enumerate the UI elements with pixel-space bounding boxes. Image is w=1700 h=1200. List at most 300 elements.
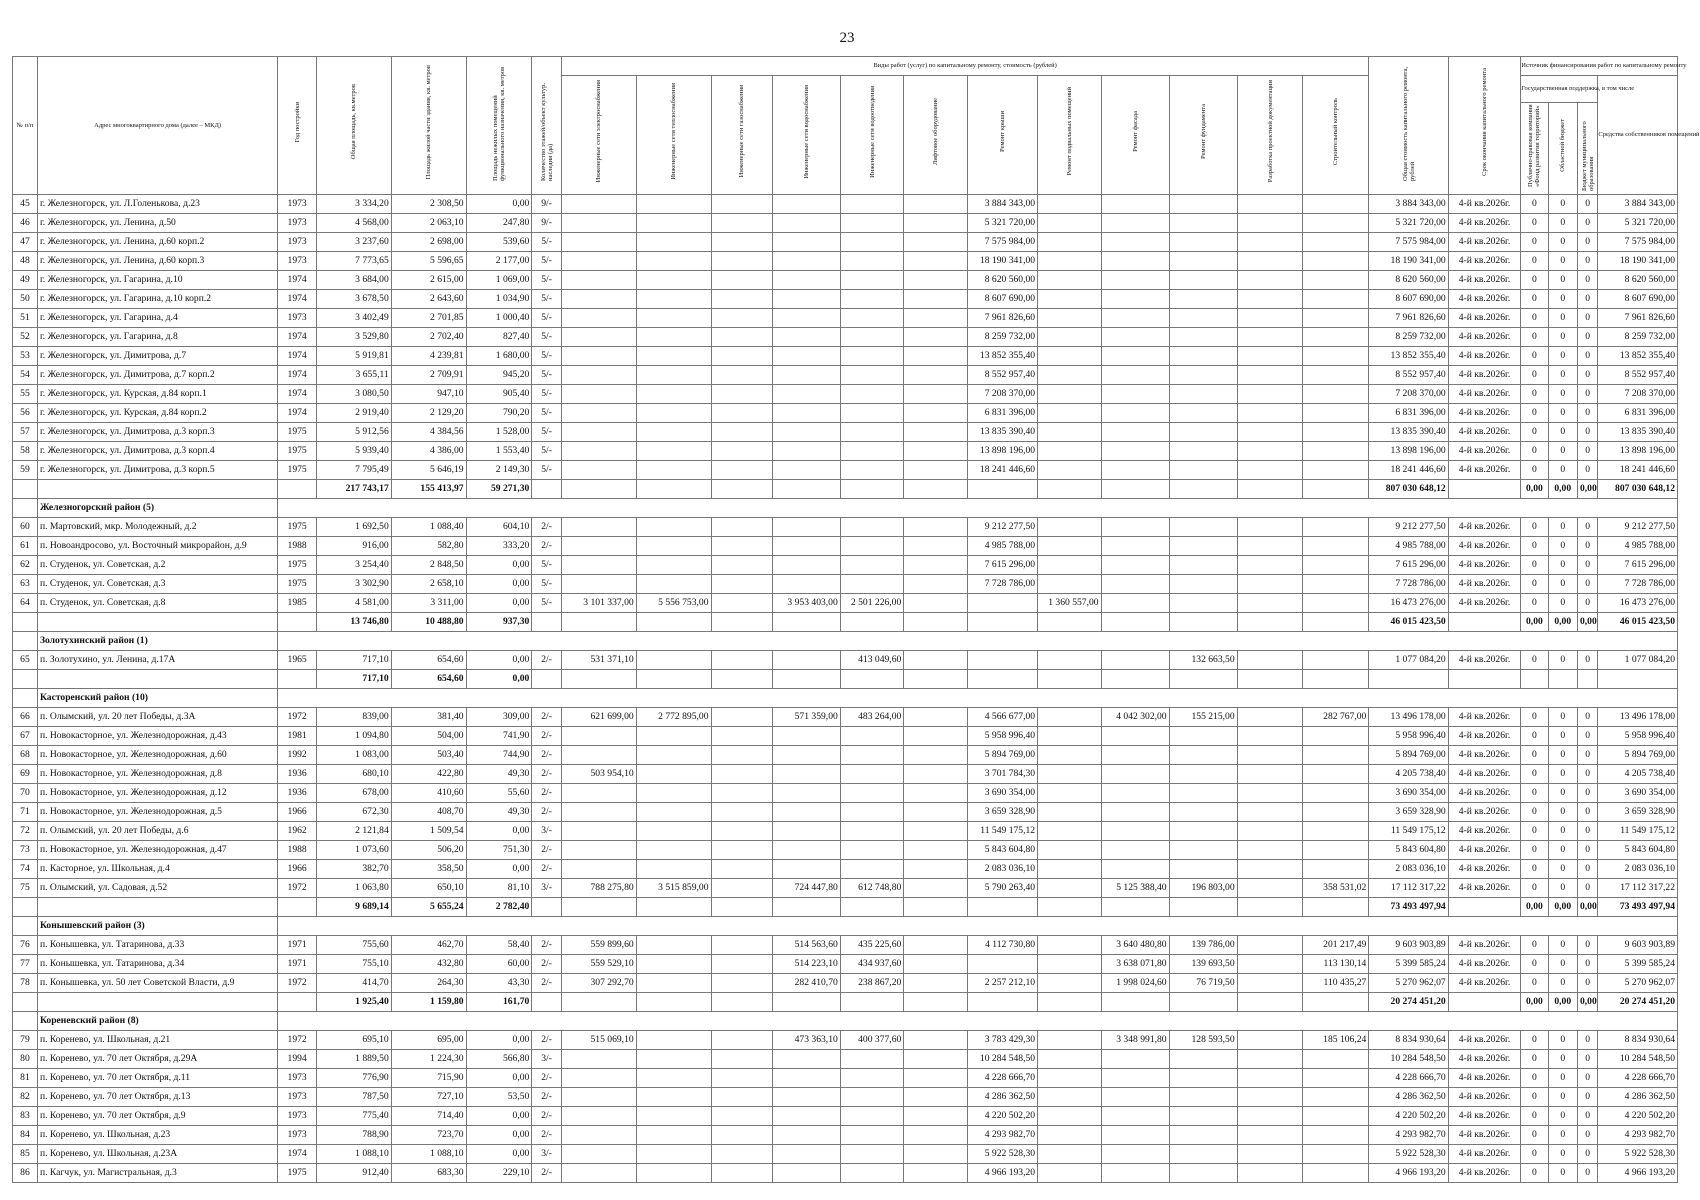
row-floors: 5/-	[532, 461, 561, 480]
row-work-5	[840, 366, 904, 385]
row-work-8	[1038, 1145, 1102, 1164]
row-term: 4-й кв.2026г.	[1448, 518, 1521, 537]
row-regional-budget: 0	[1548, 1069, 1577, 1088]
row-work-5	[840, 784, 904, 803]
row-work-10	[1169, 423, 1237, 442]
row-regional-budget: 0	[1548, 651, 1577, 670]
row-owners-funds: 13 835 390,40	[1598, 423, 1678, 442]
row-address: п. Олымский, ул. Садовая, д.52	[37, 879, 277, 898]
header-work-design: Разработка проектной документации	[1266, 80, 1274, 183]
subtotal-empty	[904, 898, 968, 917]
subtotal-empty	[1448, 993, 1521, 1012]
row-floors: 2/-	[532, 955, 561, 974]
row-work-9	[1101, 1145, 1169, 1164]
row-floors: 3/-	[532, 879, 561, 898]
row-year: 1973	[278, 233, 317, 252]
row-work-6	[904, 328, 968, 347]
row-work-6	[904, 556, 968, 575]
row-work-1	[561, 1107, 636, 1126]
row-work-2	[636, 385, 711, 404]
row-total-cost: 5 843 604,80	[1369, 841, 1448, 860]
row-nonres-area: 309,00	[466, 708, 532, 727]
row-work-1	[561, 271, 636, 290]
table-row	[13, 651, 1678, 670]
row-address: г. Железногорск, ул. Димитрова, д.3 корп.5	[37, 461, 277, 480]
row-term: 4-й кв.2026г.	[1448, 822, 1521, 841]
row-regional-budget: 0	[1548, 1126, 1577, 1145]
row-address: г. Железногорск, ул. Гагарина, д.8	[37, 328, 277, 347]
row-work-3	[711, 537, 772, 556]
row-year: 1974	[278, 347, 317, 366]
row-term: 4-й кв.2026г.	[1448, 556, 1521, 575]
row-work-8	[1038, 879, 1102, 898]
row-work-8	[1038, 1088, 1102, 1107]
row-regional-budget: 0	[1548, 404, 1577, 423]
row-floors: 3/-	[532, 1050, 561, 1069]
subtotal-empty	[904, 993, 968, 1012]
subtotal-nonres-area: 2 782,40	[466, 898, 532, 917]
row-floors: 5/-	[532, 423, 561, 442]
row-work-3	[711, 1069, 772, 1088]
row-work-12	[1303, 575, 1369, 594]
row-work-5	[840, 290, 904, 309]
row-work-10	[1169, 1050, 1237, 1069]
row-number: 75	[13, 879, 38, 898]
row-total-cost: 13 852 355,40	[1369, 347, 1448, 366]
table-row	[13, 822, 1678, 841]
subtotal-empty	[772, 993, 840, 1012]
row-address: г. Железногорск, ул. Димитрова, д.7 корп.2	[37, 366, 277, 385]
row-number: 56	[13, 404, 38, 423]
row-floors: 2/-	[532, 708, 561, 727]
row-owners-funds: 8 620 560,00	[1598, 271, 1678, 290]
row-floors: 3/-	[532, 1145, 561, 1164]
district-row	[13, 917, 1678, 936]
row-owners-funds: 13 852 355,40	[1598, 347, 1678, 366]
row-work-4: 473 363,10	[772, 1031, 840, 1050]
row-work-7: 4 112 730,80	[967, 936, 1037, 955]
row-work-7: 7 575 984,00	[967, 233, 1037, 252]
row-number: 76	[13, 936, 38, 955]
row-work-11	[1237, 1031, 1303, 1050]
row-work-5	[840, 1145, 904, 1164]
row-address: п. Новокасторное, ул. Железнодорожная, д.47	[37, 841, 277, 860]
row-work-7: 7 208 370,00	[967, 385, 1037, 404]
row-work-5	[840, 271, 904, 290]
row-work-7: 4 566 677,00	[967, 708, 1037, 727]
row-regional-budget: 0	[1548, 1031, 1577, 1050]
row-work-11	[1237, 822, 1303, 841]
row-work-7: 7 615 296,00	[967, 556, 1037, 575]
row-year: 1994	[278, 1050, 317, 1069]
row-fund-territories: 0	[1521, 1050, 1548, 1069]
row-year: 1975	[278, 518, 317, 537]
row-work-11	[1237, 860, 1303, 879]
table-row	[13, 423, 1678, 442]
row-fund-territories: 0	[1521, 252, 1548, 271]
row-regional-budget: 0	[1548, 727, 1577, 746]
row-work-5	[840, 518, 904, 537]
row-work-10	[1169, 252, 1237, 271]
row-total-area: 1 073,60	[316, 841, 391, 860]
subtotal-empty	[840, 480, 904, 499]
row-floors: 5/-	[532, 347, 561, 366]
row-nonres-area: 744,90	[466, 746, 532, 765]
table-row	[13, 974, 1678, 993]
row-work-5: 238 867,20	[840, 974, 904, 993]
header-work-heat: Инженерные сети теплоснабжения	[670, 83, 678, 180]
row-year: 1992	[278, 746, 317, 765]
row-flat-area: 2 658,10	[391, 575, 466, 594]
page-number: 23	[839, 30, 855, 46]
subtotal-fund-territories: 0,00	[1521, 480, 1548, 499]
row-year: 1973	[278, 214, 317, 233]
row-total-cost: 8 834 930,64	[1369, 1031, 1448, 1050]
row-work-7	[967, 594, 1037, 613]
row-work-11	[1237, 271, 1303, 290]
district-empty	[13, 917, 38, 936]
row-total-cost: 4 293 982,70	[1369, 1126, 1448, 1145]
row-address: п. Коренево, ул. Школьная, д.23А	[37, 1145, 277, 1164]
row-work-6	[904, 252, 968, 271]
row-flat-area: 947,10	[391, 385, 466, 404]
row-term: 4-й кв.2026г.	[1448, 765, 1521, 784]
row-regional-budget: 0	[1548, 518, 1577, 537]
row-work-5	[840, 404, 904, 423]
row-municipal-budget: 0	[1577, 1031, 1597, 1050]
row-work-6	[904, 708, 968, 727]
row-work-3	[711, 936, 772, 955]
row-municipal-budget: 0	[1577, 841, 1597, 860]
row-number: 58	[13, 442, 38, 461]
subtotal-empty	[1101, 480, 1169, 499]
row-work-6	[904, 233, 968, 252]
row-work-8	[1038, 423, 1102, 442]
row-number: 53	[13, 347, 38, 366]
row-work-2	[636, 233, 711, 252]
row-work-7	[967, 955, 1037, 974]
row-year: 1972	[278, 708, 317, 727]
row-work-3	[711, 1050, 772, 1069]
row-address: п. Мартовский, мкр. Молодежный, д.2	[37, 518, 277, 537]
row-total-area: 1 889,50	[316, 1050, 391, 1069]
subtotal-empty	[1169, 613, 1237, 632]
row-work-9: 4 042 302,00	[1101, 708, 1169, 727]
row-fund-territories: 0	[1521, 518, 1548, 537]
row-work-1	[561, 385, 636, 404]
row-work-1: 559 899,60	[561, 936, 636, 955]
row-total-cost: 17 112 317,22	[1369, 879, 1448, 898]
row-work-3	[711, 784, 772, 803]
row-work-9: 5 125 388,40	[1101, 879, 1169, 898]
subtotal-empty	[1101, 670, 1169, 689]
row-nonres-area: 49,30	[466, 765, 532, 784]
row-work-7	[967, 651, 1037, 670]
row-work-6	[904, 727, 968, 746]
row-work-6	[904, 1088, 968, 1107]
row-work-1: 788 275,80	[561, 879, 636, 898]
header-work-sewer: Инженерные сети водоотведения	[868, 85, 876, 178]
subtotal-empty	[636, 670, 711, 689]
subtotal-empty	[772, 480, 840, 499]
subtotal-empty	[1169, 480, 1237, 499]
row-owners-funds: 5 270 962,07	[1598, 974, 1678, 993]
row-total-cost: 5 399 585,24	[1369, 955, 1448, 974]
row-owners-funds: 3 690 354,00	[1598, 784, 1678, 803]
row-address: п. Новокасторное, ул. Железнодорожная, д.60	[37, 746, 277, 765]
table-row	[13, 1088, 1678, 1107]
row-work-5: 434 937,60	[840, 955, 904, 974]
row-work-11	[1237, 518, 1303, 537]
row-address: г. Железногорск, ул. Димитрова, д.7	[37, 347, 277, 366]
row-municipal-budget: 0	[1577, 518, 1597, 537]
row-municipal-budget: 0	[1577, 974, 1597, 993]
row-work-8	[1038, 765, 1102, 784]
row-fund-territories: 0	[1521, 366, 1548, 385]
row-nonres-area: 0,00	[466, 860, 532, 879]
row-work-11	[1237, 195, 1303, 214]
row-work-9	[1101, 1050, 1169, 1069]
row-total-cost: 7 961 826,60	[1369, 309, 1448, 328]
row-work-3	[711, 803, 772, 822]
row-fund-territories: 0	[1521, 1069, 1548, 1088]
row-number: 51	[13, 309, 38, 328]
row-owners-funds: 4 220 502,20	[1598, 1107, 1678, 1126]
subtotal-flat-area: 155 413,97	[391, 480, 466, 499]
row-total-cost: 5 321 720,00	[1369, 214, 1448, 233]
row-owners-funds: 3 659 328,90	[1598, 803, 1678, 822]
row-number: 78	[13, 974, 38, 993]
row-nonres-area: 566,80	[466, 1050, 532, 1069]
row-fund-territories: 0	[1521, 195, 1548, 214]
row-total-area: 1 094,80	[316, 727, 391, 746]
row-work-4	[772, 575, 840, 594]
row-regional-budget: 0	[1548, 708, 1577, 727]
row-work-2	[636, 1126, 711, 1145]
row-number: 81	[13, 1069, 38, 1088]
row-total-cost: 5 894 769,00	[1369, 746, 1448, 765]
row-address: п. Олымский, ул. 20 лет Победы, д.3А	[37, 708, 277, 727]
row-work-8	[1038, 195, 1102, 214]
row-work-6	[904, 290, 968, 309]
subtotal-empty	[532, 993, 561, 1012]
row-address: г. Железногорск, ул. Ленина, д.60 корп.2	[37, 233, 277, 252]
row-nonres-area: 247,80	[466, 214, 532, 233]
subtotal-empty	[636, 480, 711, 499]
row-year: 1971	[278, 936, 317, 955]
row-term: 4-й кв.2026г.	[1448, 784, 1521, 803]
row-work-10	[1169, 404, 1237, 423]
row-work-8	[1038, 518, 1102, 537]
row-work-10	[1169, 784, 1237, 803]
subtotal-empty	[1237, 613, 1303, 632]
row-work-10	[1169, 461, 1237, 480]
row-owners-funds: 18 190 341,00	[1598, 252, 1678, 271]
row-fund-territories: 0	[1521, 328, 1548, 347]
row-term: 4-й кв.2026г.	[1448, 1164, 1521, 1183]
row-flat-area: 2 129,20	[391, 404, 466, 423]
subtotal-cost: 46 015 423,50	[1369, 613, 1448, 632]
row-nonres-area: 1 000,40	[466, 309, 532, 328]
row-fund-territories: 0	[1521, 1031, 1548, 1050]
row-work-11	[1237, 936, 1303, 955]
row-municipal-budget: 0	[1577, 328, 1597, 347]
row-work-1	[561, 803, 636, 822]
row-flat-area: 5 646,19	[391, 461, 466, 480]
row-regional-budget: 0	[1548, 461, 1577, 480]
row-work-9	[1101, 385, 1169, 404]
row-nonres-area: 43,30	[466, 974, 532, 993]
row-regional-budget: 0	[1548, 822, 1577, 841]
row-work-1	[561, 1069, 636, 1088]
row-year: 1975	[278, 556, 317, 575]
row-work-1	[561, 233, 636, 252]
row-number: 83	[13, 1107, 38, 1126]
table-row	[13, 1031, 1678, 1050]
subtotal-empty	[532, 480, 561, 499]
row-year: 1975	[278, 1164, 317, 1183]
district-empty	[13, 1012, 38, 1031]
row-work-1	[561, 727, 636, 746]
row-work-9: 3 348 991,80	[1101, 1031, 1169, 1050]
row-work-10	[1169, 290, 1237, 309]
row-municipal-budget: 0	[1577, 936, 1597, 955]
row-term: 4-й кв.2026г.	[1448, 746, 1521, 765]
row-municipal-budget: 0	[1577, 366, 1597, 385]
row-work-8	[1038, 746, 1102, 765]
row-total-cost: 8 607 690,00	[1369, 290, 1448, 309]
row-work-10: 139 693,50	[1169, 955, 1237, 974]
row-work-6	[904, 803, 968, 822]
row-municipal-budget: 0	[1577, 822, 1597, 841]
district-empty	[278, 689, 1678, 708]
row-work-4: 514 223,10	[772, 955, 840, 974]
row-fund-territories: 0	[1521, 860, 1548, 879]
row-work-5	[840, 803, 904, 822]
table-row	[13, 936, 1678, 955]
row-floors: 2/-	[532, 1164, 561, 1183]
row-work-1	[561, 252, 636, 271]
row-floors: 2/-	[532, 518, 561, 537]
row-work-2	[636, 537, 711, 556]
row-regional-budget: 0	[1548, 385, 1577, 404]
row-term: 4-й кв.2026г.	[1448, 1145, 1521, 1164]
row-work-7: 3 659 328,90	[967, 803, 1037, 822]
table-row	[13, 1164, 1678, 1183]
row-work-3	[711, 1107, 772, 1126]
row-year: 1965	[278, 651, 317, 670]
row-regional-budget: 0	[1548, 271, 1577, 290]
row-work-8	[1038, 537, 1102, 556]
row-work-1	[561, 860, 636, 879]
row-total-area: 3 655,11	[316, 366, 391, 385]
subtotal-fund-territories: 0,00	[1521, 898, 1548, 917]
subtotal-total-area: 1 925,40	[316, 993, 391, 1012]
row-work-1	[561, 442, 636, 461]
row-work-12	[1303, 1145, 1369, 1164]
row-number: 62	[13, 556, 38, 575]
row-regional-budget: 0	[1548, 974, 1577, 993]
table-row	[13, 252, 1678, 271]
row-total-area: 678,00	[316, 784, 391, 803]
row-work-12	[1303, 784, 1369, 803]
row-work-12	[1303, 461, 1369, 480]
subtotal-municipal-budget: 0,00	[1577, 480, 1597, 499]
row-fund-territories: 0	[1521, 936, 1548, 955]
row-work-10	[1169, 822, 1237, 841]
subtotal-regional-budget: 0,00	[1548, 480, 1577, 499]
subtotal-owners-funds: 73 493 497,94	[1598, 898, 1678, 917]
row-year: 1936	[278, 765, 317, 784]
row-regional-budget: 0	[1548, 841, 1577, 860]
subtotal-empty	[1448, 480, 1521, 499]
subtotal-flat-area: 1 159,80	[391, 993, 466, 1012]
row-work-2	[636, 651, 711, 670]
row-work-10	[1169, 727, 1237, 746]
row-work-8	[1038, 575, 1102, 594]
row-work-1	[561, 328, 636, 347]
row-work-2	[636, 328, 711, 347]
row-work-10	[1169, 594, 1237, 613]
row-fund-territories: 0	[1521, 1164, 1548, 1183]
row-year: 1962	[278, 822, 317, 841]
table-row	[13, 442, 1678, 461]
row-term: 4-й кв.2026г.	[1448, 594, 1521, 613]
subtotal-empty	[13, 480, 38, 499]
row-work-12	[1303, 366, 1369, 385]
row-work-10	[1169, 803, 1237, 822]
row-flat-area: 1 088,40	[391, 518, 466, 537]
row-work-12	[1303, 214, 1369, 233]
row-owners-funds: 13 496 178,00	[1598, 708, 1678, 727]
row-work-8	[1038, 822, 1102, 841]
row-work-10	[1169, 214, 1237, 233]
row-flat-area: 654,60	[391, 651, 466, 670]
row-work-3	[711, 271, 772, 290]
row-work-3	[711, 214, 772, 233]
row-work-5: 435 225,60	[840, 936, 904, 955]
row-work-3	[711, 309, 772, 328]
subtotal-empty	[711, 480, 772, 499]
row-work-11	[1237, 233, 1303, 252]
row-work-10	[1169, 518, 1237, 537]
row-address: п. Коренево, ул. Школьная, д.21	[37, 1031, 277, 1050]
district-empty	[13, 499, 38, 518]
row-work-6	[904, 1031, 968, 1050]
row-work-3	[711, 727, 772, 746]
row-regional-budget: 0	[1548, 1050, 1577, 1069]
row-work-3	[711, 651, 772, 670]
row-flat-area: 695,00	[391, 1031, 466, 1050]
row-work-1	[561, 309, 636, 328]
row-flat-area: 1 088,10	[391, 1145, 466, 1164]
row-work-7: 4 293 982,70	[967, 1126, 1037, 1145]
row-work-6	[904, 1145, 968, 1164]
row-number: 63	[13, 575, 38, 594]
row-nonres-area: 53,50	[466, 1088, 532, 1107]
subtotal-empty	[37, 480, 277, 499]
row-term: 4-й кв.2026г.	[1448, 461, 1521, 480]
row-address: г. Железногорск, ул. Гагарина, д.4	[37, 309, 277, 328]
row-work-3	[711, 252, 772, 271]
row-municipal-budget: 0	[1577, 594, 1597, 613]
row-fund-territories: 0	[1521, 1145, 1548, 1164]
row-total-area: 912,40	[316, 1164, 391, 1183]
subtotal-empty	[1303, 993, 1369, 1012]
row-term: 4-й кв.2026г.	[1448, 1069, 1521, 1088]
row-nonres-area: 0,00	[466, 1107, 532, 1126]
subtotal-empty	[37, 898, 277, 917]
